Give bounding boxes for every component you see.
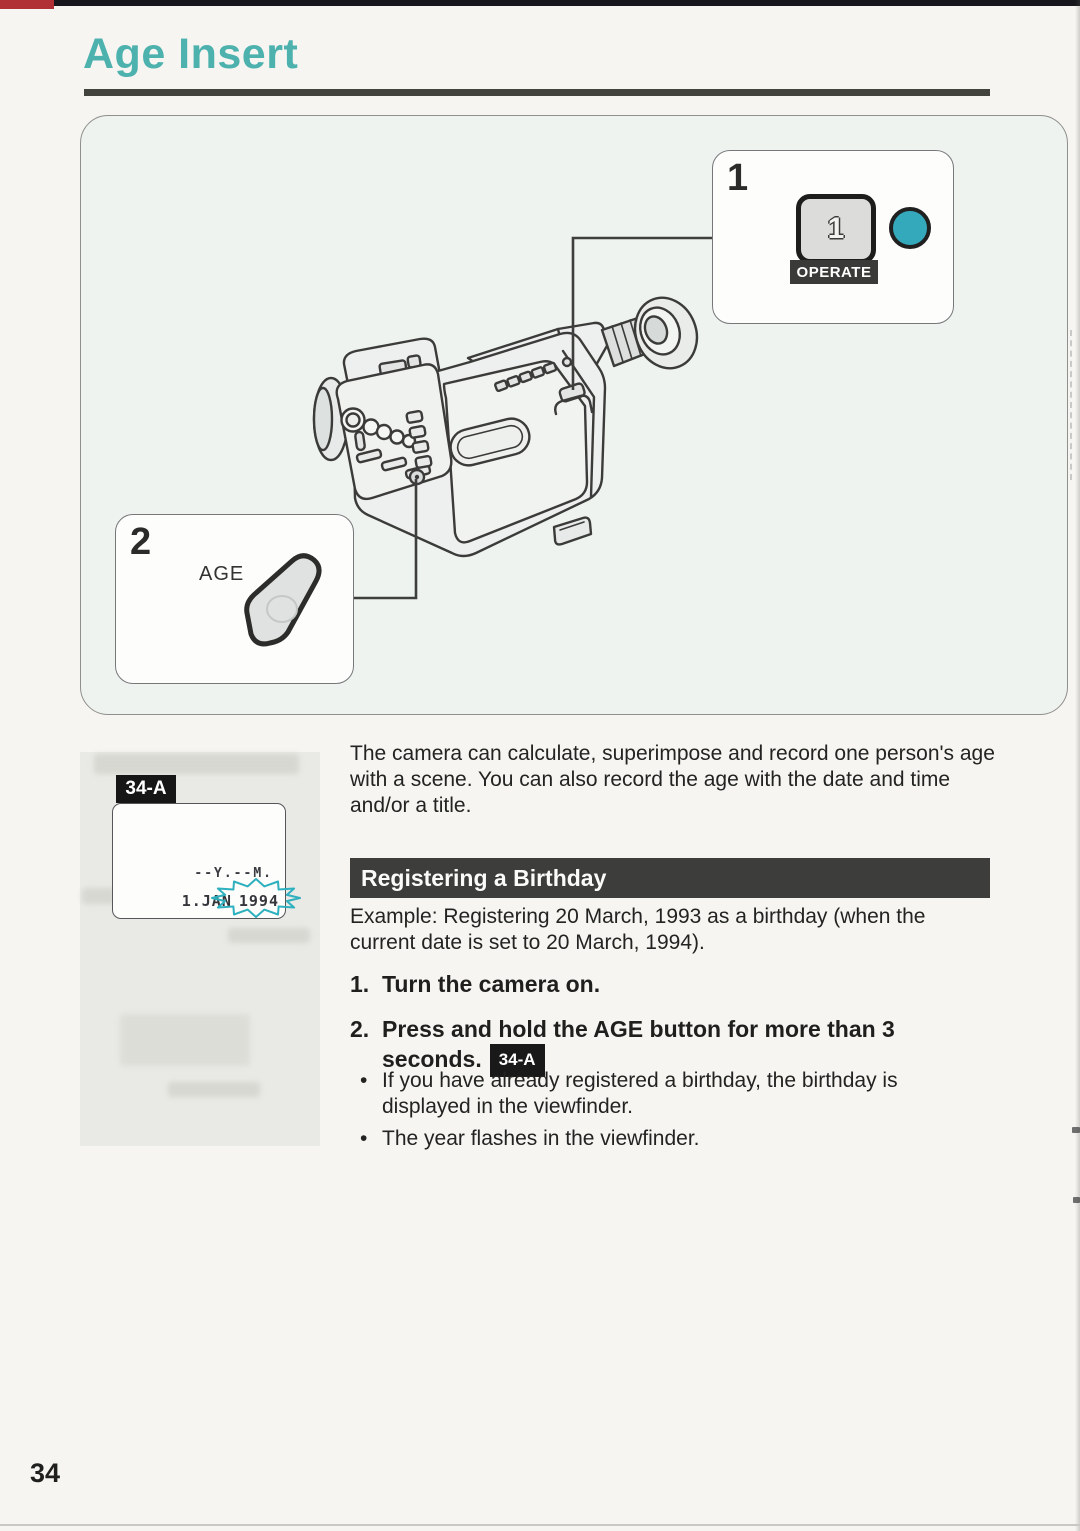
step-number: 1. (350, 971, 370, 997)
page-title: Age Insert (83, 30, 299, 78)
step-ref-badge: 34-A (490, 1044, 545, 1077)
intro-paragraph: The camera can calculate, superimpose and record one person's age with a scene. You can also record the age with the date and time and/or a title. (350, 742, 995, 817)
step-text: Turn the camera on. (382, 971, 601, 997)
bleedthrough-smudge (228, 928, 310, 943)
callout-box-1 (712, 150, 954, 324)
scan-top-edge (0, 0, 1080, 6)
eyepiece-icon (625, 288, 708, 377)
callout-number-2: 2 (130, 521, 152, 563)
viewfinder-display (112, 803, 286, 919)
bleedthrough-smudge (168, 1082, 260, 1097)
section-header: Registering a Birthday (350, 858, 990, 898)
list-item: • The year flashes in the viewfinder. (358, 1126, 982, 1152)
step-1 (350, 970, 978, 999)
red-corner-mark (0, 0, 54, 9)
bleedthrough-smudge (120, 1014, 250, 1066)
callout-number-1: 1 (727, 157, 749, 199)
title-underline (84, 89, 990, 96)
scan-artifact (1073, 1197, 1080, 1203)
callout-box-2 (115, 514, 354, 684)
age-button-label: AGE (199, 563, 245, 585)
viewfinder-date-line (182, 892, 279, 910)
age-button-icon (238, 549, 334, 657)
figure-ref-badge: 34-A (116, 775, 176, 803)
page-number: 34 (30, 1458, 61, 1488)
viewfinder-year: 1994 (239, 892, 279, 910)
step-number: 2. (350, 1016, 370, 1042)
operate-button-icon (796, 194, 876, 264)
scan-bottom-edge (0, 1524, 1080, 1526)
operate-button-glyph: 1 (827, 212, 845, 245)
viewfinder-date-placeholder: --Y.--M. (194, 866, 273, 881)
list-item: • If you have already registered a birthday, the birthday is displayed in the viewfinder. (358, 1068, 982, 1120)
viewfinder-panel (80, 752, 320, 1146)
page-right-edge-shadow (1075, 0, 1080, 1531)
step-text: Press and hold the AGE button for more than 3 seconds. (382, 1016, 895, 1072)
operate-label: OPERATE (790, 260, 878, 284)
notes-list (358, 1068, 982, 1158)
bleedthrough-smudge (82, 888, 116, 904)
operate-led-icon (889, 207, 931, 249)
bleedthrough-smudge (94, 754, 299, 774)
scan-artifact (1072, 1127, 1080, 1133)
example-text: Example: Registering 20 March, 1993 as a birthday (when the current date is set to 20 March, 1994). (350, 905, 926, 954)
scan-artifact (1070, 330, 1075, 480)
viewfinder-date-prefix: 1.JAN (181, 892, 232, 910)
